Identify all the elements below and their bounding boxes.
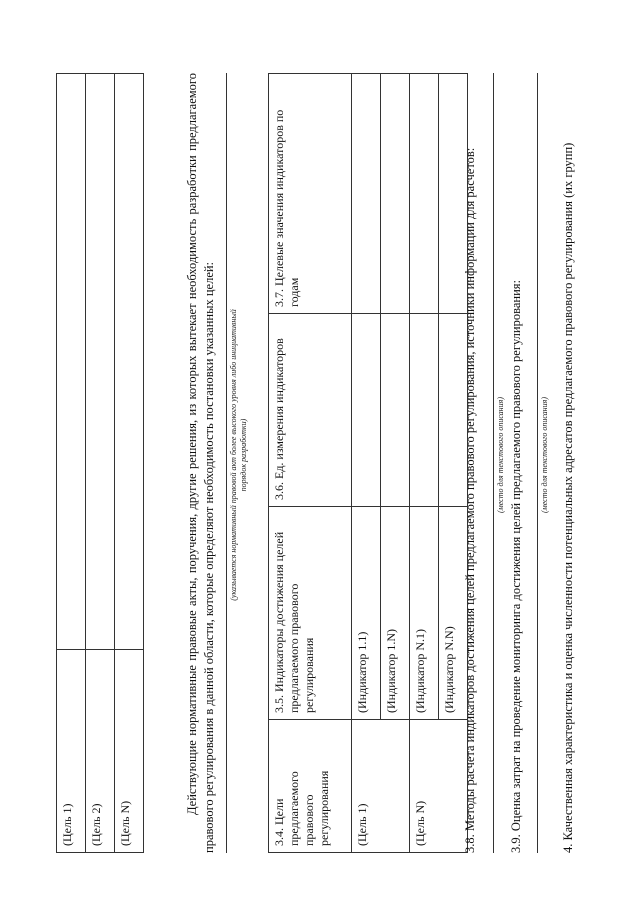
section-3-9-text: 3.9. Оценка затрат на проведение мониторинга достижения целей предлагаемого правового регулирования:: [509, 280, 523, 853]
target-cell: [352, 74, 381, 314]
acts-note: (указывается нормативный правовой акт более высокого уровня либо инициативный порядок разработки): [229, 309, 248, 601]
table-row: [57, 74, 86, 853]
table-row: [352, 74, 381, 853]
section-4-heading: 4. Качественная характеристика и оценка численности потенциальных адресатов предлагаемого правового регулирования (их групп): [561, 142, 575, 853]
indicator-cell: (Индикатор N.N): [439, 507, 468, 720]
goal-cell: (Цель N): [115, 650, 144, 853]
indicator-cell: (Индикатор 1.1): [352, 507, 381, 720]
header-units: 3.6. Ед. измерения индикаторов: [269, 314, 352, 507]
table-row: [410, 74, 439, 853]
unit-cell: [410, 314, 439, 507]
table-row: [86, 74, 115, 853]
section-3-9-underline: [537, 73, 538, 853]
target-cell: [381, 74, 410, 314]
acts-underline: [226, 73, 227, 853]
goal-cell: (Цель 2): [86, 650, 115, 853]
unit-cell: [381, 314, 410, 507]
table-header-row: [269, 74, 352, 853]
table-row: [115, 74, 144, 853]
section-3-9-note: (место для текстового описания): [540, 396, 549, 514]
header-targets: 3.7. Целевые значения индикаторов по годам: [269, 74, 352, 314]
goal-cell: (Цель 1): [352, 720, 410, 853]
indicators-table: [268, 73, 468, 853]
target-cell: [410, 74, 439, 314]
goal-value-cell: [86, 74, 115, 650]
section-3-8-text: 3.8. Методы расчета индикаторов достижения целей предлагаемого правового регулирования, источники информации для расчетов:: [463, 147, 477, 853]
goals-table: [56, 73, 144, 853]
section-3-8-note: (место для текстового описания): [496, 396, 505, 514]
header-goals: 3.4. Цели предлагаемого правового регулирования: [269, 720, 352, 853]
indicator-cell: (Индикатор N.1): [410, 507, 439, 720]
goal-value-cell: [57, 74, 86, 650]
indicator-cell: (Индикатор 1.N): [381, 507, 410, 720]
acts-paragraph: Действующие нормативные правовые акты, поручения, другие решения, из которых вытекает необходимость разработки предлагаемого правового регулирования в данной области, которые определяют необходимость постановки указанных целей:: [185, 73, 216, 853]
section-3-8-underline: [493, 73, 494, 853]
unit-cell: [352, 314, 381, 507]
goal-value-cell: [115, 74, 144, 650]
header-indicators: 3.5. Индикаторы достижения целей предлагаемого правового регулирования: [269, 507, 352, 720]
goal-cell: (Цель N): [410, 720, 468, 853]
goal-cell: (Цель 1): [57, 650, 86, 853]
